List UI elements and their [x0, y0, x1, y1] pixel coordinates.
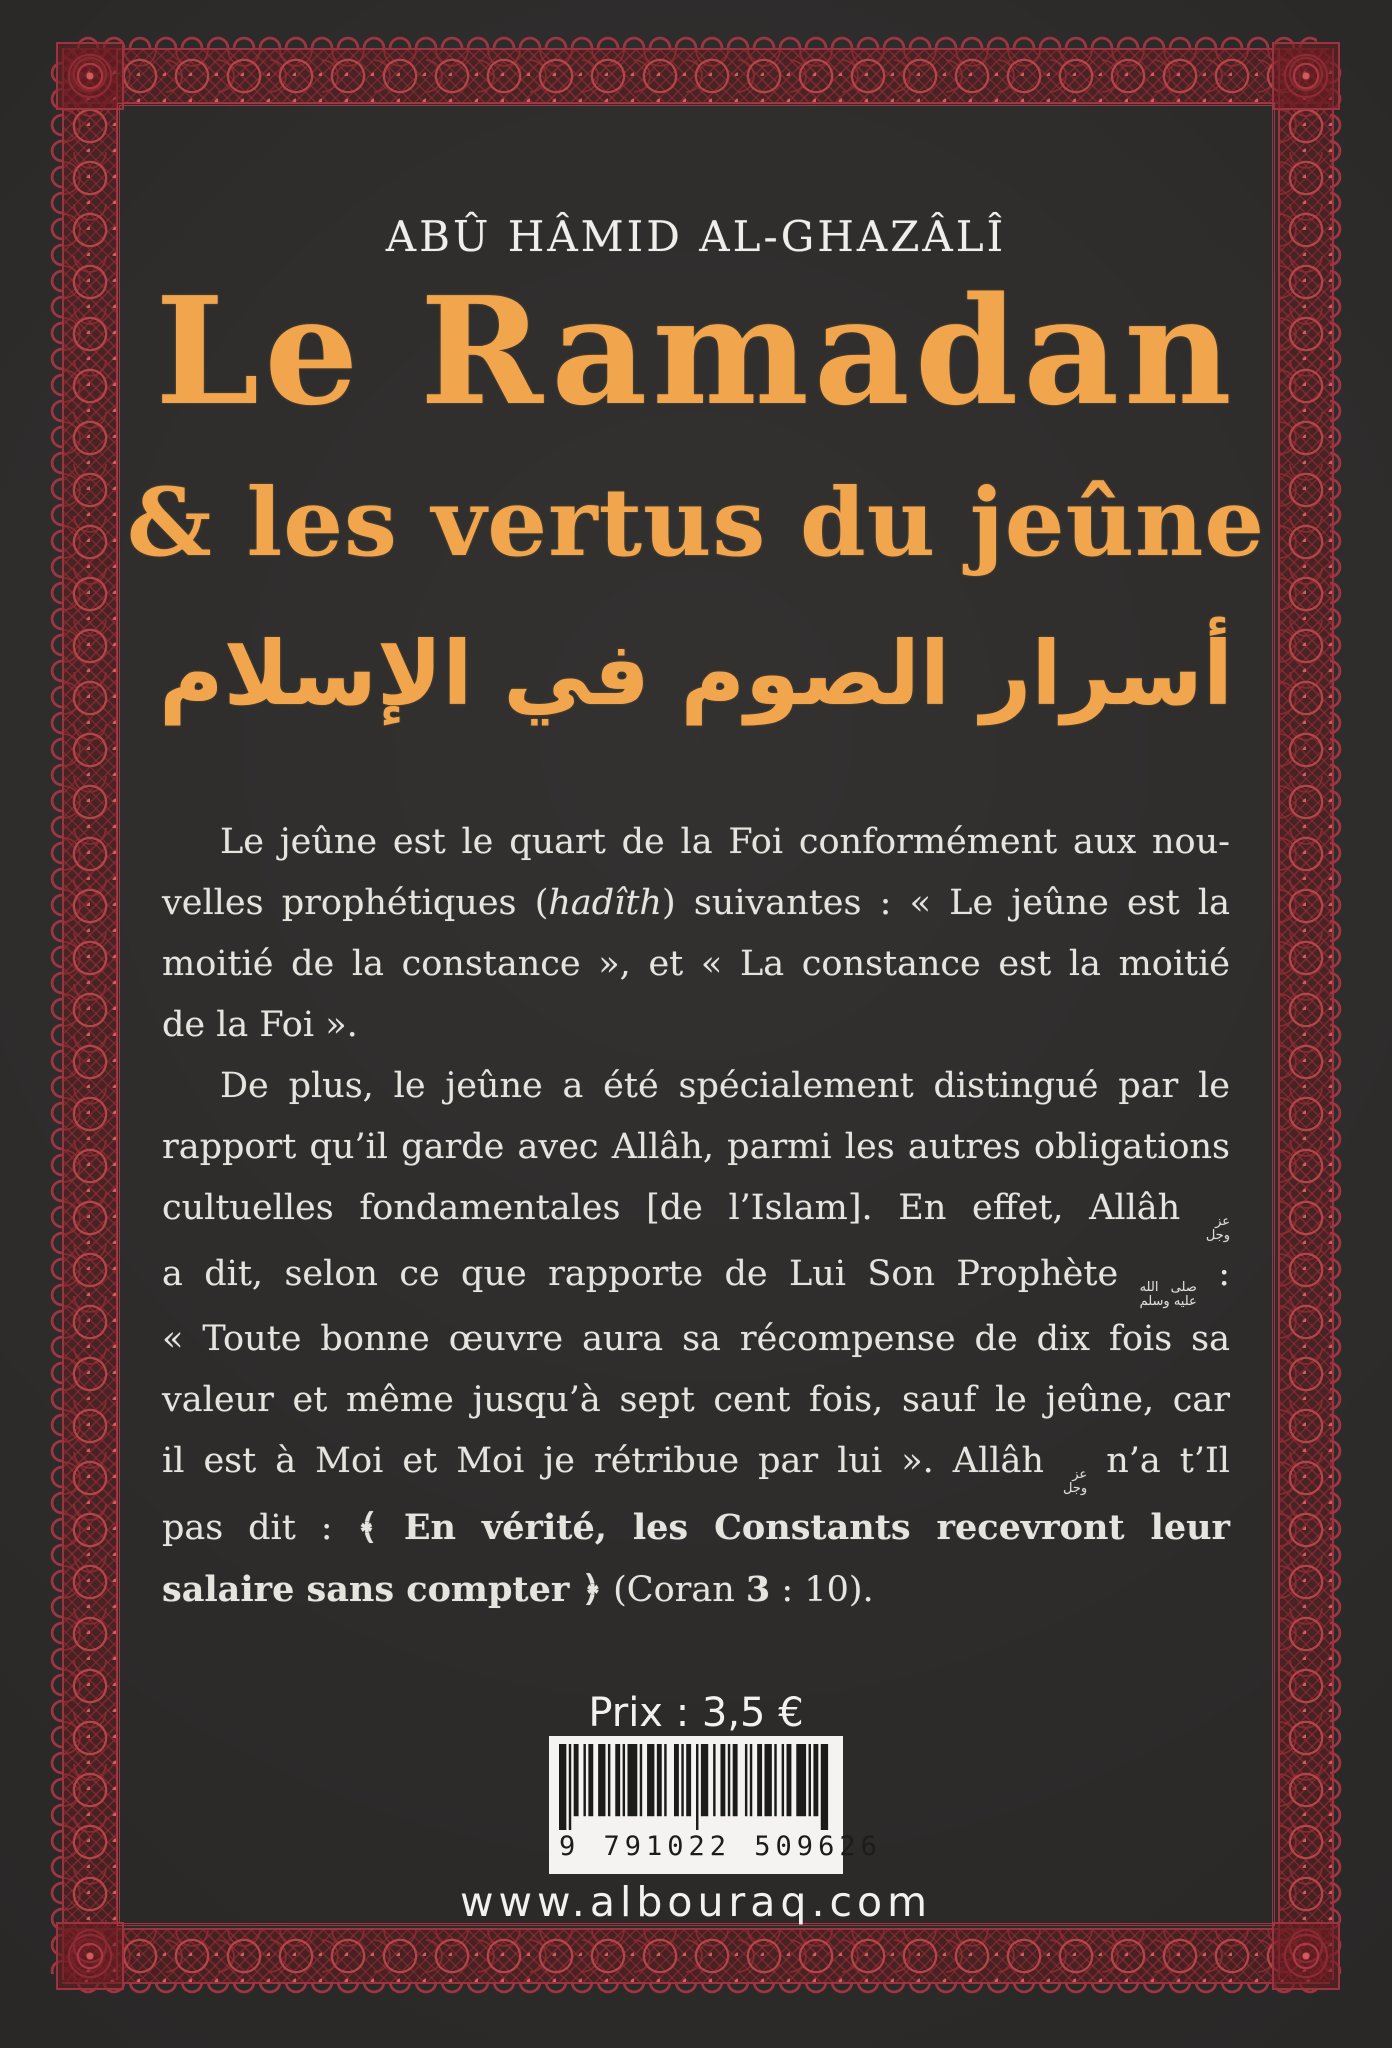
barcode	[549, 1736, 882, 1874]
blurb-text-run: n’a t’Il	[1087, 1441, 1230, 1482]
blurb-text-run: pas dit :	[162, 1507, 358, 1548]
blurb-text-run: De plus, le jeûne a été spécialement distingué par le	[220, 1066, 1230, 1106]
border-corner-rosette	[1272, 1922, 1340, 1990]
border-corner-rosette	[56, 1922, 124, 1990]
border-scallop-top	[75, 35, 1317, 48]
blurb-line	[162, 1431, 1230, 1497]
blurb-line	[162, 1178, 1230, 1244]
barcode-bars	[559, 1744, 833, 1830]
blurb-line	[162, 1559, 1230, 1621]
blurb-text-run: « Toute bonne œuvre aura sa récompense de dix fois sa	[162, 1319, 1230, 1360]
back-cover-blurb	[162, 812, 1230, 1621]
blurb-line	[162, 1497, 1230, 1559]
blurb-line	[162, 1244, 1230, 1310]
book-title: Le Ramadan	[155, 264, 1237, 438]
blurb-text-run: moitié de la constance », et « La constance est la moitié	[162, 944, 1230, 984]
blurb-text-run: il est à Moi et Moi je rétribue par lui ». Allâh	[162, 1441, 1063, 1482]
book-title-arabic: أسرار الصوم في الإسلام	[159, 622, 1233, 725]
book-subtitle: & les vertus du jeûne	[126, 468, 1266, 578]
blurb-line	[162, 812, 1230, 873]
blurb-text-run: cultuelles fondamentales [de l’Islam]. En effet, Allâh	[162, 1188, 1206, 1228]
price-label: Prix : 3,5 €	[588, 1690, 804, 1736]
blurb-line	[162, 1370, 1230, 1431]
blurb-text-run: velles prophétiques (	[162, 883, 549, 923]
ornamental-border-bottom	[62, 1928, 1330, 1984]
author-name: ABÛ HÂMID AL-GHAZÂLÎ	[385, 212, 1007, 261]
blurb-text-run: rapport qu’il garde avec Allâh, parmi les autres obligations	[162, 1127, 1230, 1167]
publisher-website: www.albouraq.com	[459, 1878, 933, 1926]
honorific-azza-wa-jalla: عز وجل	[1205, 1214, 1230, 1244]
blurb-line	[162, 934, 1230, 995]
blurb-text-run: : 10).	[770, 1569, 874, 1610]
honorific-azza-wa-jalla: عز وجل	[1062, 1467, 1088, 1497]
blurb-text-run: ﴿	[581, 1569, 603, 1610]
blurb-text-run: valeur et même jusqu’à sept cent fois, sauf le jeûne, car	[162, 1380, 1230, 1421]
blurb-line	[162, 995, 1230, 1056]
blurb-line	[162, 1309, 1230, 1370]
blurb-text-run: :	[1196, 1253, 1230, 1294]
blurb-text-run: Le jeûne est le quart de la Foi conformément aux nou-	[220, 822, 1230, 862]
blurb-text-run: salaire sans compter	[162, 1568, 582, 1610]
blurb-text-run: de la Foi ».	[162, 1005, 358, 1045]
blurb-text-run: En vérité, les Constants recevront leur	[403, 1506, 1230, 1548]
border-scallop-bottom	[75, 1982, 1317, 1995]
blurb-text-run: ﴾	[357, 1507, 404, 1548]
blurb-line	[162, 1117, 1230, 1178]
border-corner-rosette	[1272, 42, 1340, 110]
honorific-salla-allahu-alayhi-wa-sallam: صلى الله عليه وسلم	[1139, 1279, 1197, 1309]
ornamental-border-top	[62, 48, 1330, 104]
blurb-text-run: ) suivantes : « Le jeûne est la	[661, 883, 1230, 923]
barcode-number: 9 791022 509626	[559, 1831, 882, 1862]
blurb-text-run: 3	[745, 1568, 771, 1610]
blurb-line	[162, 873, 1230, 934]
blurb-line	[162, 1056, 1230, 1117]
blurb-text-run: (Coran	[602, 1569, 746, 1610]
border-corner-rosette	[56, 42, 124, 110]
blurb-text-run: hadîth	[548, 883, 662, 923]
blurb-text-run: a dit, selon ce que rapporte de Lui Son Prophète	[162, 1253, 1140, 1294]
